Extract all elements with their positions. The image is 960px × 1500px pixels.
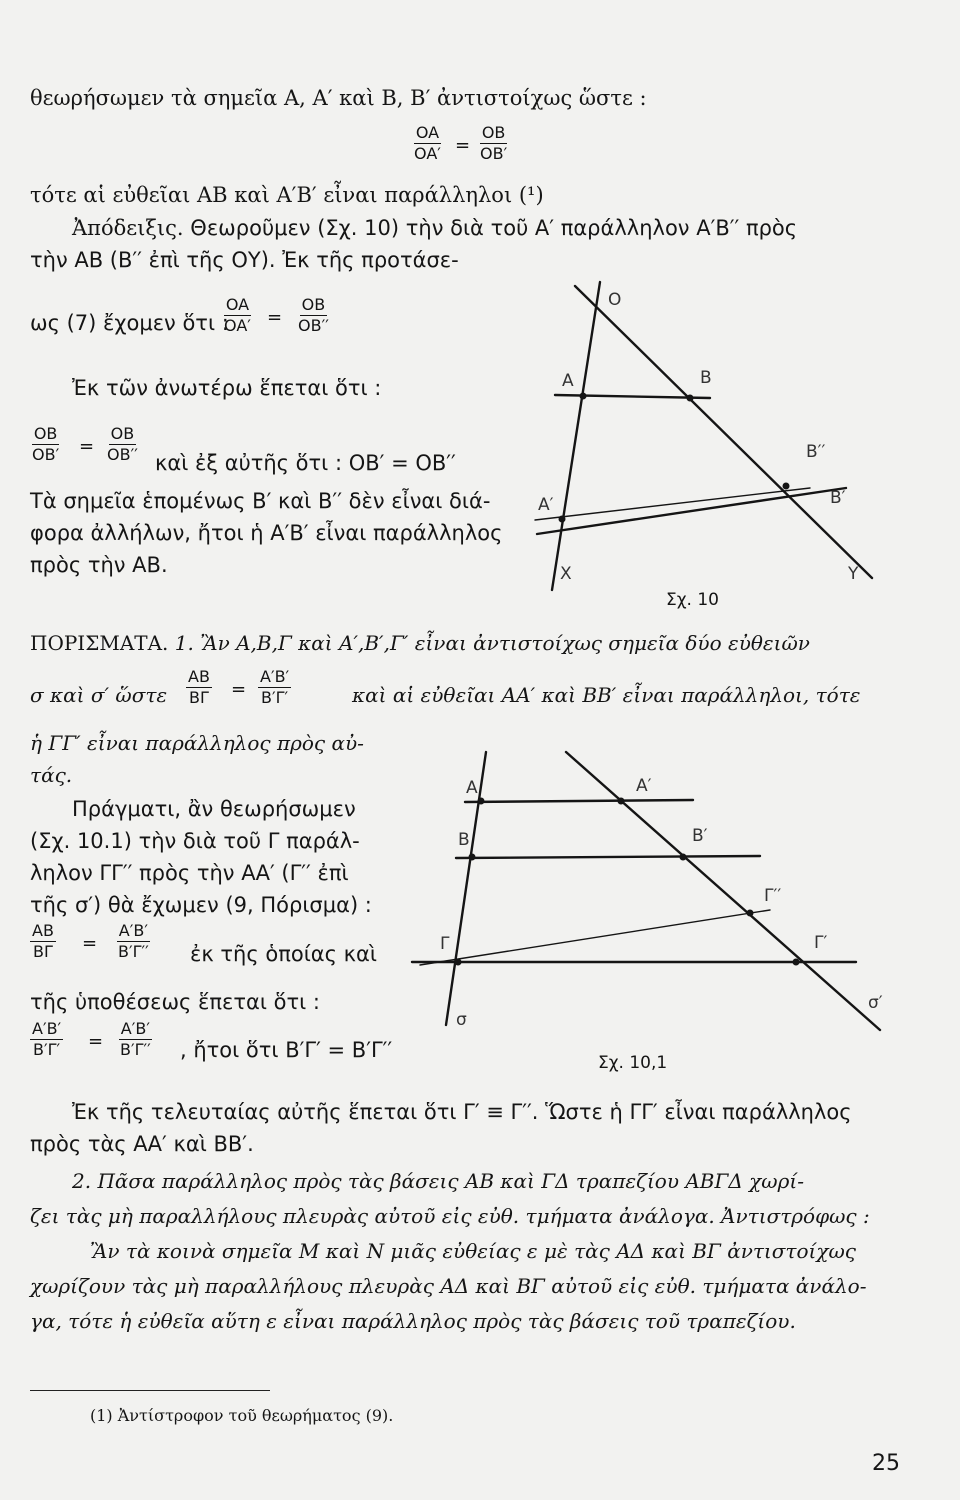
equals-sign: = xyxy=(88,1031,104,1052)
label-bp: B′ xyxy=(692,826,708,846)
numerator: OB xyxy=(32,425,60,445)
text-line: σ καὶ σ′ ὥστε xyxy=(30,683,168,707)
label-o: O xyxy=(608,290,622,310)
proof-label: Ἀπόδειξις. xyxy=(72,216,184,240)
text-line: 2. Πᾶσα παράλληλος πρὸς τὰς βάσεις ΑΒ καὶ ΓΔ τραπεζίου ΑΒΓΔ χωρί- xyxy=(72,1169,804,1193)
numerator: OB xyxy=(480,124,508,144)
denominator: OB′ xyxy=(32,445,60,465)
point-gp xyxy=(793,959,800,966)
denominator: OB′′ xyxy=(298,316,329,336)
label-a: A xyxy=(466,778,478,798)
text-line: τάς. xyxy=(30,763,73,787)
equals-sign: = xyxy=(455,135,471,156)
point-g xyxy=(455,959,462,966)
label-b: B xyxy=(458,830,470,850)
text-line: καὶ αἱ εὐθεῖαι ΑΑ′ καὶ ΒΒ′ εἶναι παράλληλοι, τότε xyxy=(352,683,861,707)
text-line: Ἐκ τῆς τελευταίας αὐτῆς ἕπεται ὅτι Γ′ ≡ Γ′′. Ὥστε ἡ ΓΓ′ εἶναι παράλληλος xyxy=(72,1100,852,1124)
text-line: ἐκ τῆς ὁποίας καὶ xyxy=(190,942,377,966)
label-sigma-prime: σ′ xyxy=(868,993,883,1013)
text-line: Ἐκ τῶν ἀνωτέρω ἕπεται ὅτι : xyxy=(72,376,382,400)
line-ggpp xyxy=(420,910,770,965)
footnote: (1) Ἀντίστροφον τοῦ θεωρήματος (9). xyxy=(90,1406,394,1425)
label-ap: A′ xyxy=(636,776,652,796)
denominator: B′Γ′′ xyxy=(120,1040,151,1060)
point-gpp xyxy=(747,910,754,917)
section-heading: ΠΟΡΙΣΜΑΤΑ. xyxy=(30,631,169,655)
numerator: A′B′ xyxy=(30,1020,63,1040)
text-line: , ἤτοι ὅτι Β′Γ′ = Β′Γ′′ xyxy=(180,1038,393,1062)
figure-caption: Σχ. 10 xyxy=(666,590,720,610)
text-line: τῆς ὑποθέσεως ἕπεται ὅτι : xyxy=(30,990,321,1014)
text-line: θεωρήσωμεν τὰ σημεῖα Α, Α′ καὶ Β, Β′ ἀντιστοίχως ὥστε : xyxy=(30,86,647,110)
denominator: OA′ xyxy=(414,144,441,164)
numerator: AB xyxy=(30,922,56,942)
text-line: Πράγματι, ἂν θεωρήσωμεν xyxy=(72,797,356,821)
footnote-rule xyxy=(30,1390,270,1391)
numerator: OA xyxy=(224,296,251,316)
numerator: A′B′ xyxy=(258,668,291,688)
line-bbp xyxy=(456,856,760,858)
text-line: τὴν ΑΒ (Β′′ ἐπὶ τῆς ΟΥ). Ἐκ τῆς προτάσε- xyxy=(30,248,459,272)
point-a xyxy=(478,798,485,805)
text-line: τότε αἱ εὐθεῖαι ΑΒ καὶ Α′Β′ εἶναι παράλληλοι (¹) xyxy=(30,183,544,207)
point-ap xyxy=(618,798,625,805)
page-number: 25 xyxy=(872,1451,900,1476)
text-line: φορα ἀλλήλων, ἤτοι ἡ Α′Β′ εἶναι παράλληλος xyxy=(30,521,503,545)
text-line: Ἂν τὰ κοινὰ σημεῖα Μ καὶ Ν μιᾶς εὐθείας ε μὲ τὰς ΑΔ καὶ ΒΓ ἀντιστοίχως xyxy=(90,1239,856,1263)
equals-sign: = xyxy=(231,679,247,700)
text-line: τῆς σ′) θὰ ἔχωμεν (9, Πόρισμα) : xyxy=(30,893,372,917)
label-bp: B′ xyxy=(830,488,846,508)
label-gp: Γ′ xyxy=(814,933,828,953)
line-aap xyxy=(465,800,693,802)
text-line: χωρίζουν τὰς μὴ παραλλήλους πλευρὰς ΑΔ καὶ ΒΓ αὐτοῦ εἰς εὐθ. τμήματα ἀνάλο- xyxy=(30,1274,867,1298)
denominator: BΓ xyxy=(189,688,209,708)
label-bpp: B′′ xyxy=(806,442,826,462)
numerator: AB xyxy=(186,668,212,688)
text-line: ἡ ΓΓ′ εἶναι παράλληλος πρὸς αὐ- xyxy=(30,731,364,755)
line-sigma-prime xyxy=(566,752,880,1030)
denominator: BΓ xyxy=(33,942,53,962)
text-line: ως (7) ἔχομεν ὅτι : xyxy=(30,311,229,335)
text-line: γα, τότε ἡ εὐθεῖα αὕτη ε εἶναι παράλληλος πρὸς τὰς βάσεις τοῦ τραπεζίου. xyxy=(30,1309,796,1333)
text-line: Τὰ σημεῖα ἑπομένως Β′ καὶ Β′′ δὲν εἶναι διά- xyxy=(30,489,491,513)
denominator: B′Γ′′ xyxy=(118,942,149,962)
text-line: ζει τὰς μὴ παραλλήλους πλευρὰς αὐτοῦ εἰς εὐθ. τμήματα ἀνάλογα. Ἀντιστρόφως : xyxy=(30,1204,870,1228)
numerator: OB xyxy=(300,296,328,316)
label-b: B xyxy=(700,368,712,388)
denominator: OB′′ xyxy=(107,445,138,465)
label-gpp: Γ′′ xyxy=(764,886,782,906)
numerator: OA xyxy=(414,124,441,144)
equals-sign: = xyxy=(82,933,98,954)
text-line: ληλον ΓΓ′′ πρὸς τὴν ΑΑ′ (Γ′′ ἐπὶ xyxy=(30,861,349,885)
equals-sign: = xyxy=(79,436,95,457)
text-line: καὶ ἐξ αὐτῆς ὅτι : ΟΒ′ = ΟΒ′′ xyxy=(155,451,456,475)
label-sigma: σ xyxy=(456,1010,467,1030)
point-b xyxy=(469,854,476,861)
label-g: Γ xyxy=(440,934,450,954)
label-x: X xyxy=(560,564,572,584)
text-span: Θεωροῦμεν (Σχ. 10) τὴν διὰ τοῦ Α′ παράλληλον Α′Β′′ πρὸς xyxy=(190,216,798,240)
denominator: OB′ xyxy=(480,144,508,164)
text-line: (Σχ. 10.1) τὴν διὰ τοῦ Γ παράλ- xyxy=(30,829,360,853)
figure-caption: Σχ. 10,1 xyxy=(598,1053,668,1073)
denominator: B′Γ′ xyxy=(33,1040,61,1060)
label-ap: A′ xyxy=(538,495,554,515)
numerator: OB xyxy=(109,425,137,445)
text-line: πρὸς τὴν ΑΒ. xyxy=(30,553,168,577)
text-line: πρὸς τὰς ΑΑ′ καὶ ΒΒ′. xyxy=(30,1132,254,1156)
label-y: Y xyxy=(848,564,859,584)
equals-sign: = xyxy=(267,307,283,328)
point-bp xyxy=(680,854,687,861)
denominator: B′Γ′ xyxy=(261,688,289,708)
text-span: 1. Ἂν Α,Β,Γ καὶ Α′,Β′,Γ′ εἶναι ἀντιστοίχως σημεῖα δύο εὐθειῶν xyxy=(174,631,810,655)
numerator: A′B′ xyxy=(119,1020,152,1040)
numerator: A′B′ xyxy=(117,922,150,942)
label-a: A xyxy=(562,371,574,391)
denominator: OA′ xyxy=(224,316,251,336)
